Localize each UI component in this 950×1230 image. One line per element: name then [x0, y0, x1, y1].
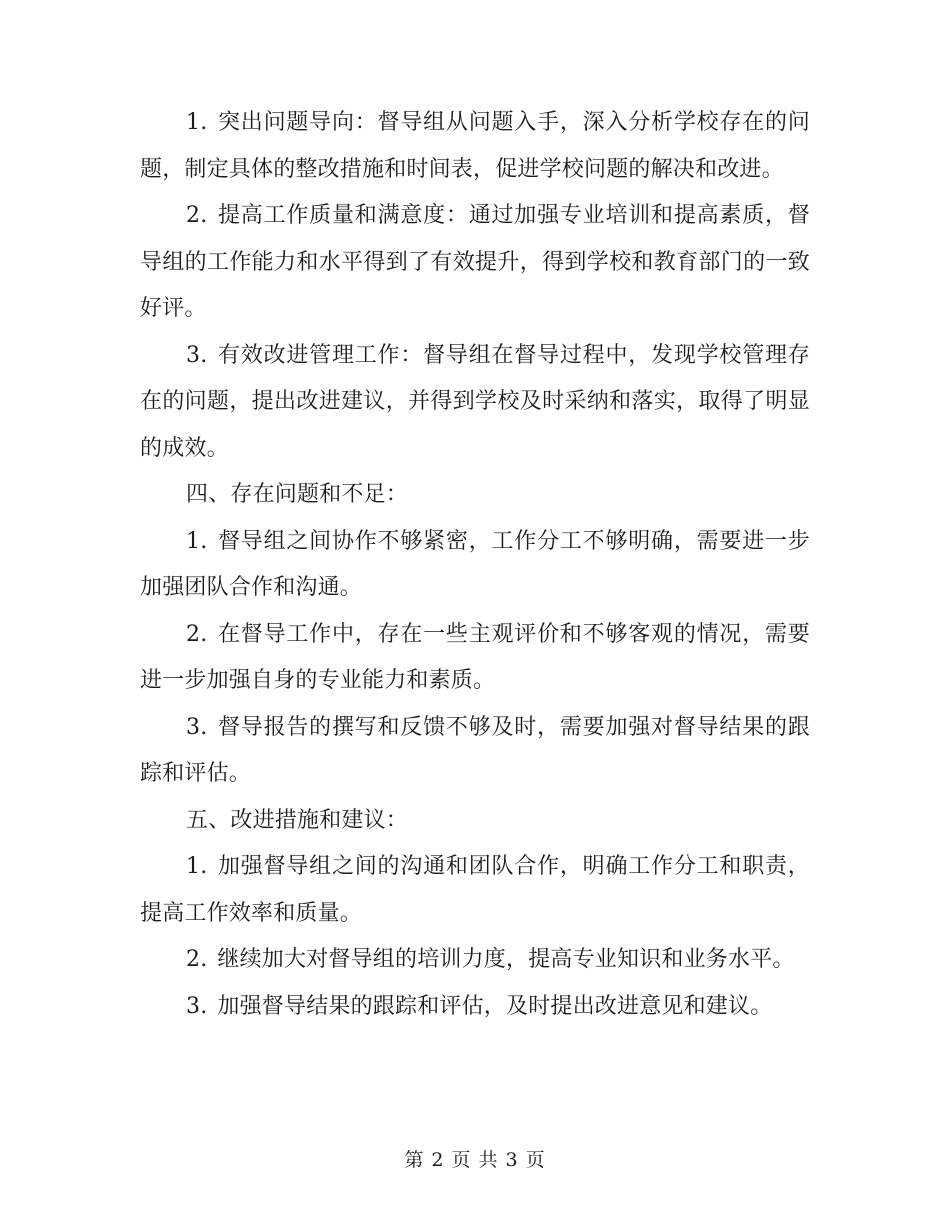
paragraph-improvement-2: [140, 937, 810, 984]
paragraph-problem-1: [140, 519, 810, 612]
section-heading-problems: [140, 472, 810, 519]
page-footer: [0, 1145, 950, 1175]
paragraph-achievement-3: [140, 333, 810, 473]
paragraph-text: 有效改进管理工作：督导组在督导过程中，发现学校管理存在的问题，提出改进建议，并得到学校及时采纳和落实，取得了明显的成效。: [140, 342, 810, 461]
paragraph-text: 突出问题导向：督导组从问题入手，深入分析学校存在的问题，制定具体的整改措施和时间表，促进学校问题的解决和改进。: [140, 110, 810, 182]
item-number: 2.: [186, 621, 208, 647]
item-number: 2.: [186, 203, 208, 228]
item-number: 1.: [186, 854, 208, 879]
section-heading-text: 五、改进措施和建议：: [186, 807, 409, 833]
item-number: 2.: [186, 947, 208, 972]
paragraph-improvement-3: [140, 984, 810, 1031]
paragraph-achievement-2: [140, 193, 810, 333]
paragraph-problem-2: [140, 612, 810, 705]
paragraph-achievement-1: [140, 100, 810, 193]
section-heading-improvements: [140, 798, 810, 845]
item-number: 1.: [186, 528, 208, 554]
item-number: 1.: [186, 110, 208, 135]
item-number: 3.: [186, 993, 208, 1019]
paragraph-improvement-1: [140, 844, 810, 937]
paragraph-problem-3: [140, 705, 810, 798]
section-heading-text: 四、存在问题和不足：: [186, 482, 409, 507]
item-number: 3.: [186, 342, 208, 368]
paragraph-text: 加强督导组之间的沟通和团队合作，明确工作分工和职责，提高工作效率和质量。: [140, 854, 810, 926]
paragraph-text: 提高工作质量和满意度：通过加强专业培训和提高素质，督导组的工作能力和水平得到了有效提升，得到学校和教育部门的一致好评。: [140, 203, 810, 321]
page-number-label: 第 2 页 共 3 页: [404, 1149, 546, 1171]
item-number: 3.: [186, 714, 208, 740]
paragraph-text: 督导报告的撰写和反馈不够及时，需要加强对督导结果的跟踪和评估。: [140, 714, 810, 786]
paragraph-text: 在督导工作中，存在一些主观评价和不够客观的情况，需要进一步加强自身的专业能力和素质。: [140, 621, 810, 693]
paragraph-text: 加强督导结果的跟踪和评估，及时提出改进意见和建议。: [217, 993, 773, 1019]
paragraph-text: 督导组之间协作不够紧密，工作分工不够明确，需要进一步加强团队合作和沟通。: [140, 528, 810, 600]
document-body: [140, 100, 810, 1030]
paragraph-text: 继续加大对督导组的培训力度，提高专业知识和业务水平。: [217, 947, 795, 972]
